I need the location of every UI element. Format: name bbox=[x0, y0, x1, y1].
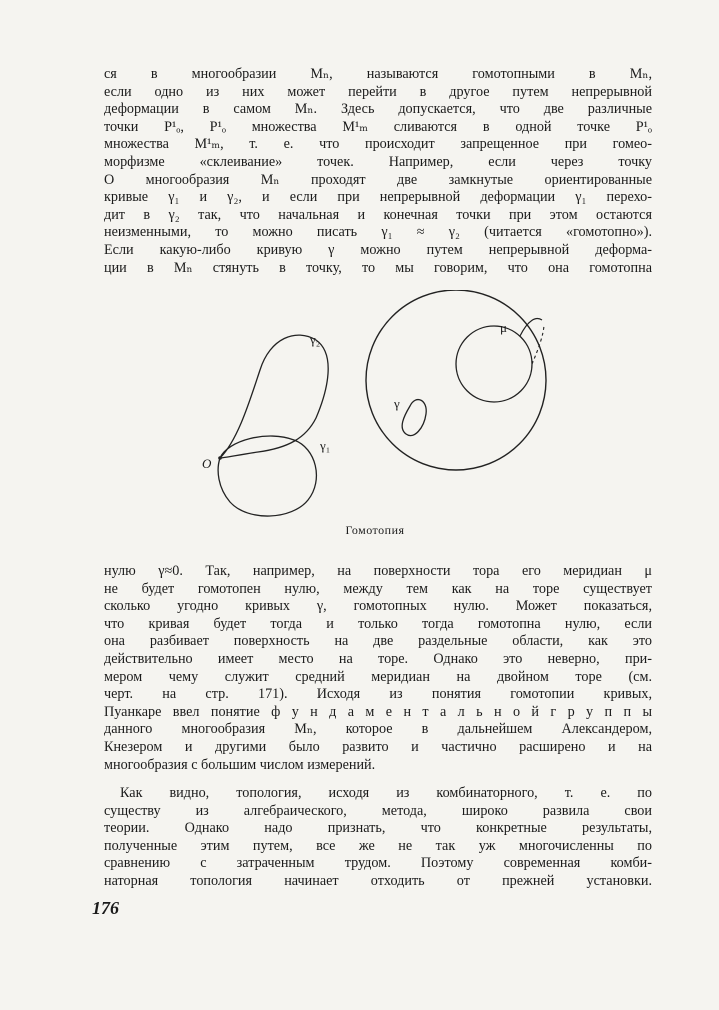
text-line: существу из алгебраического, метода, широко развила свои bbox=[104, 802, 652, 819]
text-line: полученные этим путем, все же не так уж многочисленны по bbox=[104, 837, 652, 854]
text-line: мером чему служит средний меридиан на двойном торе (см. bbox=[104, 668, 652, 685]
paragraph-bottom bbox=[104, 785, 652, 891]
text-line: множества M¹ₘ, т. е. что происходит запрещенное при гомео- bbox=[104, 136, 652, 153]
text-line: Как видно, топология, исходя из комбинаторного, т. е. по bbox=[120, 785, 652, 801]
text-line: она разбивает поверхность на две раздельные области, как это bbox=[104, 633, 652, 650]
curve-gamma-blob bbox=[402, 400, 426, 436]
text-line: наторная топология начинает отходить от прежней установки. bbox=[104, 872, 652, 889]
paragraph-top bbox=[104, 66, 652, 277]
text-line: многообразия с большим числом измерений. bbox=[104, 756, 376, 773]
text-line: действительно имеет место на торе. Однако это неверно, при- bbox=[104, 650, 652, 667]
torus-outer-circle bbox=[366, 290, 546, 470]
curve-gamma2 bbox=[220, 335, 331, 458]
homotopy-figure bbox=[198, 290, 558, 530]
text-line: данного многообразия Mₙ, которое в дальнейшем Александером, bbox=[104, 721, 652, 738]
text-line: кривые γ₁ и γ₂, и если при непрерывной деформации γ₁ перехо- bbox=[104, 189, 652, 206]
paragraph-middle bbox=[104, 563, 652, 774]
text-line: что кривая будет тогда и только тогда гомотопна нулю, если bbox=[104, 615, 652, 632]
text-line: Кнезером и другими было развито и частично расширено и на bbox=[104, 738, 652, 755]
point-O bbox=[218, 456, 222, 460]
text-line: Пуанкаре ввел понятие ф у н д а м е н т а л ь н о й г р у п п ы bbox=[104, 703, 652, 720]
label-gamma2: γ₂ bbox=[310, 332, 321, 347]
text-line: сравнению с затраченным трудом. Поэтому современная комби- bbox=[104, 855, 652, 872]
text-line: не будет гомотопен нулю, между тем как на торе существует bbox=[104, 580, 652, 597]
text-line: O многообразия Mₙ проходят две замкнутые ориентированные bbox=[104, 171, 652, 188]
label-O: O bbox=[202, 456, 212, 471]
label-gamma1: γ₁ bbox=[320, 438, 331, 453]
text-line: точки P¹ₒ, P¹ₒ множества M¹ₘ сливаются в одной точке P¹ₒ bbox=[104, 118, 652, 135]
figure-caption: Гомотопия bbox=[345, 523, 405, 537]
label-gamma: γ bbox=[394, 396, 400, 411]
text-line: ся в многообразии Mₙ, называются гомотопными в Mₙ, bbox=[104, 66, 652, 82]
text-line: ции в Mₙ стянуть в точку, то мы говорим, что она гомотопна bbox=[104, 259, 652, 276]
text-line: нулю γ≈0. Так, например, на поверхности тора его меридиан μ bbox=[104, 563, 652, 579]
text-line: деформации в самом Mₙ. Здесь допускается, что две различные bbox=[104, 101, 652, 118]
text-line: черт. на стр. 171). Исходя из понятия гомотопии кривых, bbox=[104, 686, 652, 703]
text-line: Если какую-либо кривую γ можно путем непрерывной деформа- bbox=[104, 241, 652, 258]
text-line: дит в γ₂ так, что начальная и конечная точки при этом остаются bbox=[104, 206, 652, 223]
torus-inner-circle bbox=[456, 326, 532, 402]
text-line: неизменными, то можно писать γ₁ ≈ γ₂ (читается «гомотопно»). bbox=[104, 224, 652, 241]
curve-gamma1 bbox=[218, 436, 316, 516]
text-line: теории. Однако надо признать, что конкретные результаты, bbox=[104, 820, 652, 837]
label-mu: μ bbox=[500, 320, 507, 335]
text-line: морфизме «склеивание» точек. Например, если через точку bbox=[104, 153, 652, 170]
page-number: 176 bbox=[92, 898, 119, 918]
text-line: сколько угодно кривых γ, гомотопных нулю. Может показаться, bbox=[104, 598, 652, 615]
text-line: если одно из них может перейти в другое путем непрерывной bbox=[104, 83, 652, 100]
